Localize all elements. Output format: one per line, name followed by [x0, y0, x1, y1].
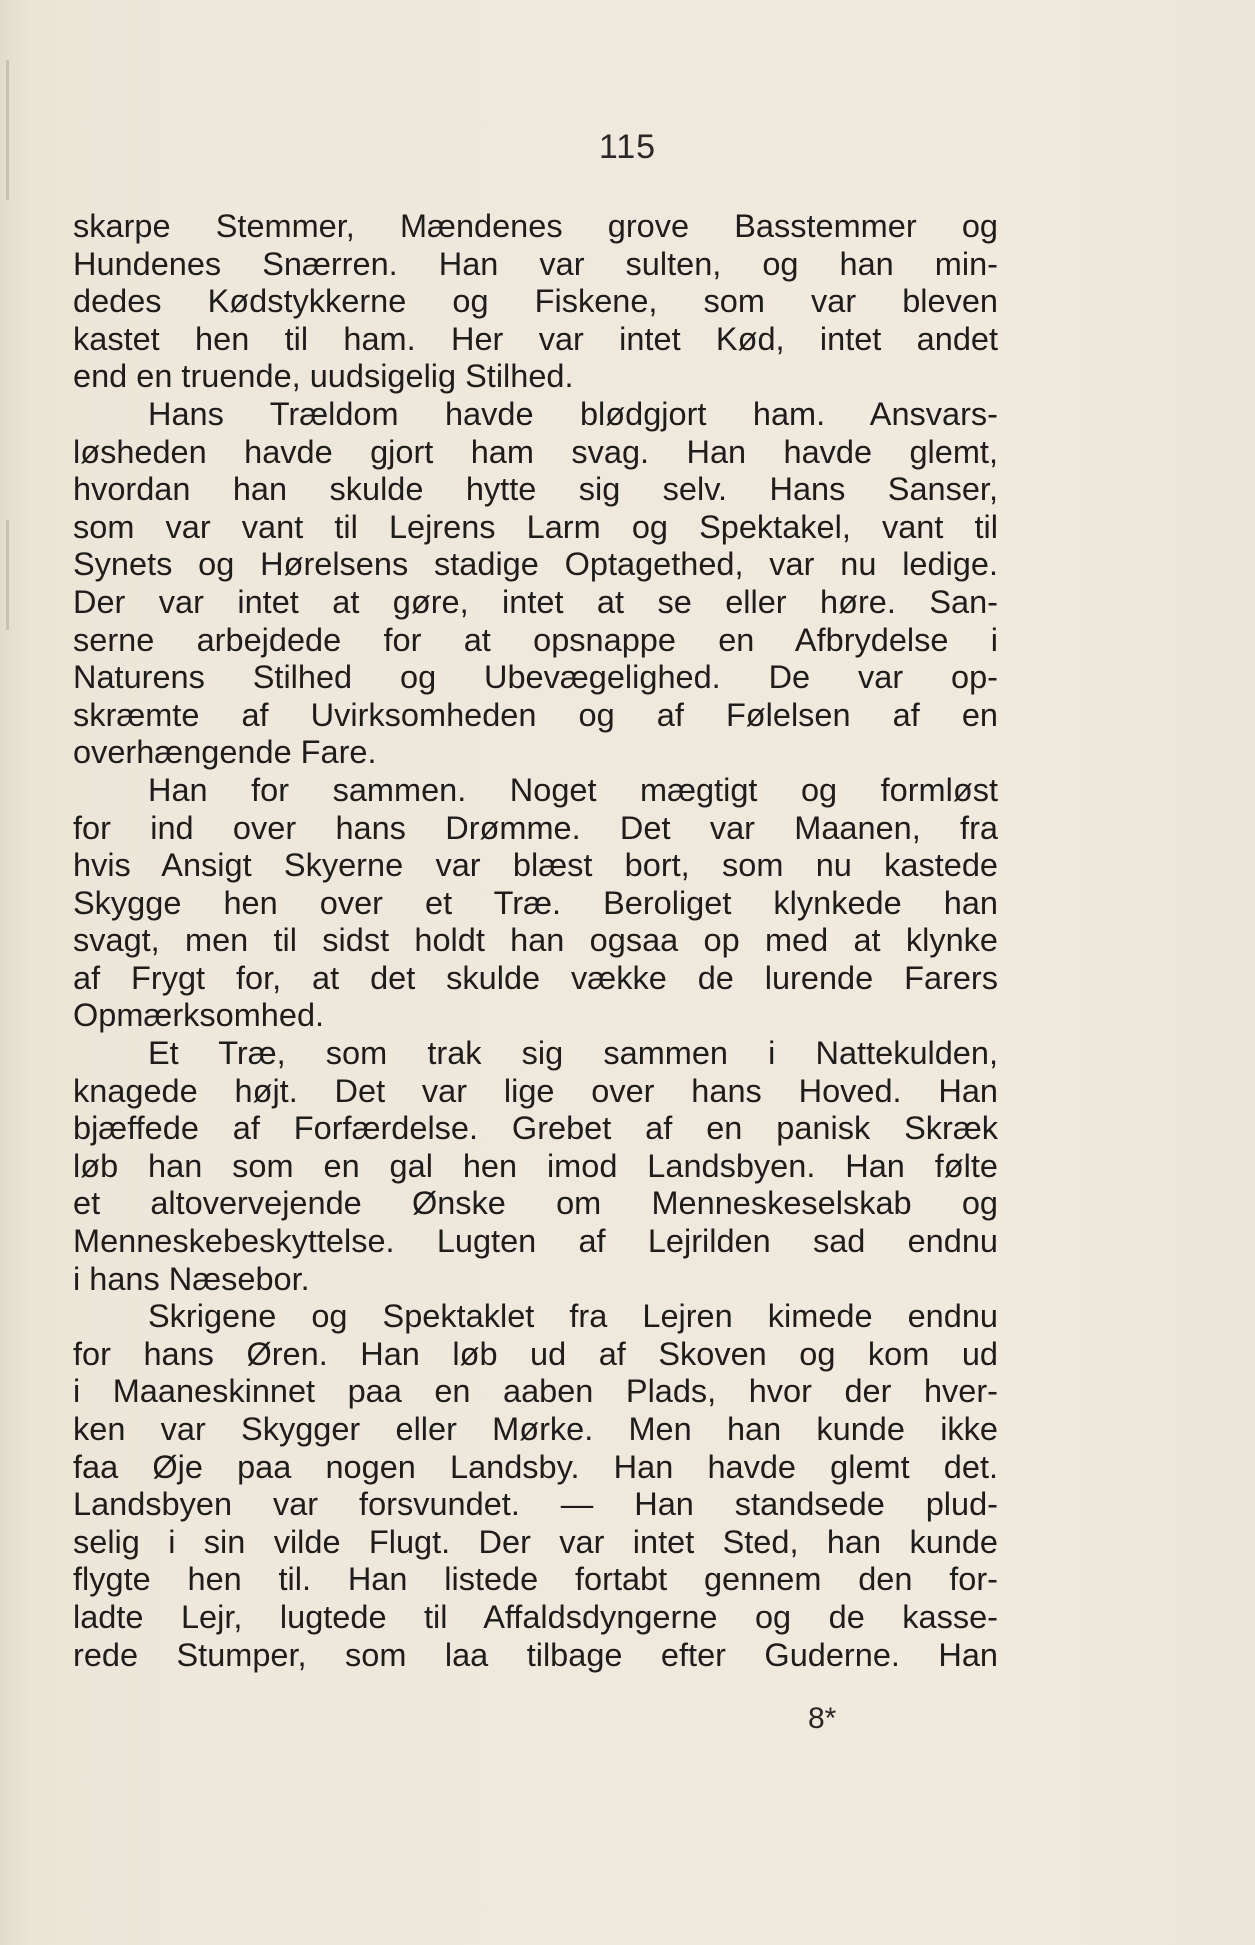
text-line: rede Stumper, som laa tilbage efter Guderne. Han: [73, 1636, 998, 1673]
page-edge-mark: [6, 520, 9, 630]
text-line: Opmærksomhed.: [73, 997, 325, 1034]
text-line: ken var Skygger eller Mørke. Men han kunde ikke: [73, 1411, 998, 1447]
text-line: for ind over hans Drømme. Det var Maanen, fra: [73, 809, 998, 846]
text-line: Synets og Hørelsens stadige Optagethed, var nu ledige.: [73, 546, 998, 583]
text-line: Landsbyen var forsvundet. — Han standsede plud-: [73, 1486, 998, 1523]
text-line: skarpe Stemmer, Mændenes grove Basstemmer og: [73, 208, 998, 244]
body-text: [73, 208, 998, 1674]
text-line: for hans Øren. Han løb ud af Skoven og kom ud: [73, 1335, 998, 1372]
text-line: hvordan han skulde hytte sig selv. Hans Sanser,: [73, 471, 998, 508]
text-line: end en truende, uudsigelig Stilhed.: [73, 358, 574, 395]
text-line: hvis Ansigt Skyerne var blæst bort, som nu kastede: [73, 847, 998, 884]
text-line: som var vant til Lejrens Larm og Spektakel, vant til: [73, 508, 998, 545]
text-line: Et Træ, som trak sig sammen i Nattekulden,: [148, 1035, 998, 1072]
text-line: af Frygt for, at det skulde vække de lurende Farers: [73, 959, 998, 996]
text-line: Han for sammen. Noget mægtigt og formløst: [148, 771, 998, 808]
text-line: overhængende Fare.: [73, 734, 377, 771]
text-line: løsheden havde gjort ham svag. Han havde glemt,: [73, 433, 998, 470]
text-line: Naturens Stilhed og Ubevægelighed. De var op-: [73, 659, 998, 696]
text-line: bjæffede af Forfærdelse. Grebet af en panisk Skræk: [73, 1110, 998, 1147]
text-line: Skygge hen over et Træ. Beroliget klynkede han: [73, 884, 998, 921]
page-number: 115: [598, 128, 657, 166]
text-line: serne arbejdede for at opsnappe en Afbrydelse i: [73, 621, 998, 658]
text-line: dedes Kødstykkerne og Fiskene, som var bleven: [73, 283, 998, 320]
text-line: faa Øje paa nogen Landsby. Han havde glemt det.: [73, 1448, 998, 1485]
text-line: i hans Næsebor.: [73, 1260, 310, 1297]
text-line: et altovervejende Ønske om Menneskeselskab og: [73, 1185, 998, 1222]
text-line: knagede højt. Det var lige over hans Hoved. Han: [73, 1072, 998, 1109]
text-line: flygte hen til. Han listede fortabt gennem den for-: [73, 1561, 998, 1598]
text-line: løb han som en gal hen imod Landsbyen. Han følte: [73, 1147, 998, 1184]
text-line: svagt, men til sidst holdt han ogsaa op med at klynke: [73, 922, 998, 959]
signature-mark: 8*: [808, 1702, 837, 1735]
text-line: Der var intet at gøre, intet at se eller høre. San-: [73, 583, 998, 620]
text-line: selig i sin vilde Flugt. Der var intet Sted, han kunde: [73, 1523, 998, 1560]
text-line: skræmte af Uvirksomheden og af Følelsen af en: [73, 696, 998, 733]
text-line: Hans Trældom havde blødgjort ham. Ansvars-: [148, 395, 998, 432]
text-line: Skrigene og Spektaklet fra Lejren kimede endnu: [148, 1298, 998, 1335]
text-line: Menneskebeskyttelse. Lugten af Lejrilden sad endnu: [73, 1223, 998, 1260]
text-line: ladte Lejr, lugtede til Affaldsdyngerne og de kasse-: [73, 1598, 998, 1635]
text-line: kastet hen til ham. Her var intet Kød, intet andet: [73, 320, 998, 357]
text-line: Hundenes Snærren. Han var sulten, og han min-: [73, 245, 998, 282]
text-line: i Maaneskinnet paa en aaben Plads, hvor der hver-: [73, 1373, 998, 1410]
